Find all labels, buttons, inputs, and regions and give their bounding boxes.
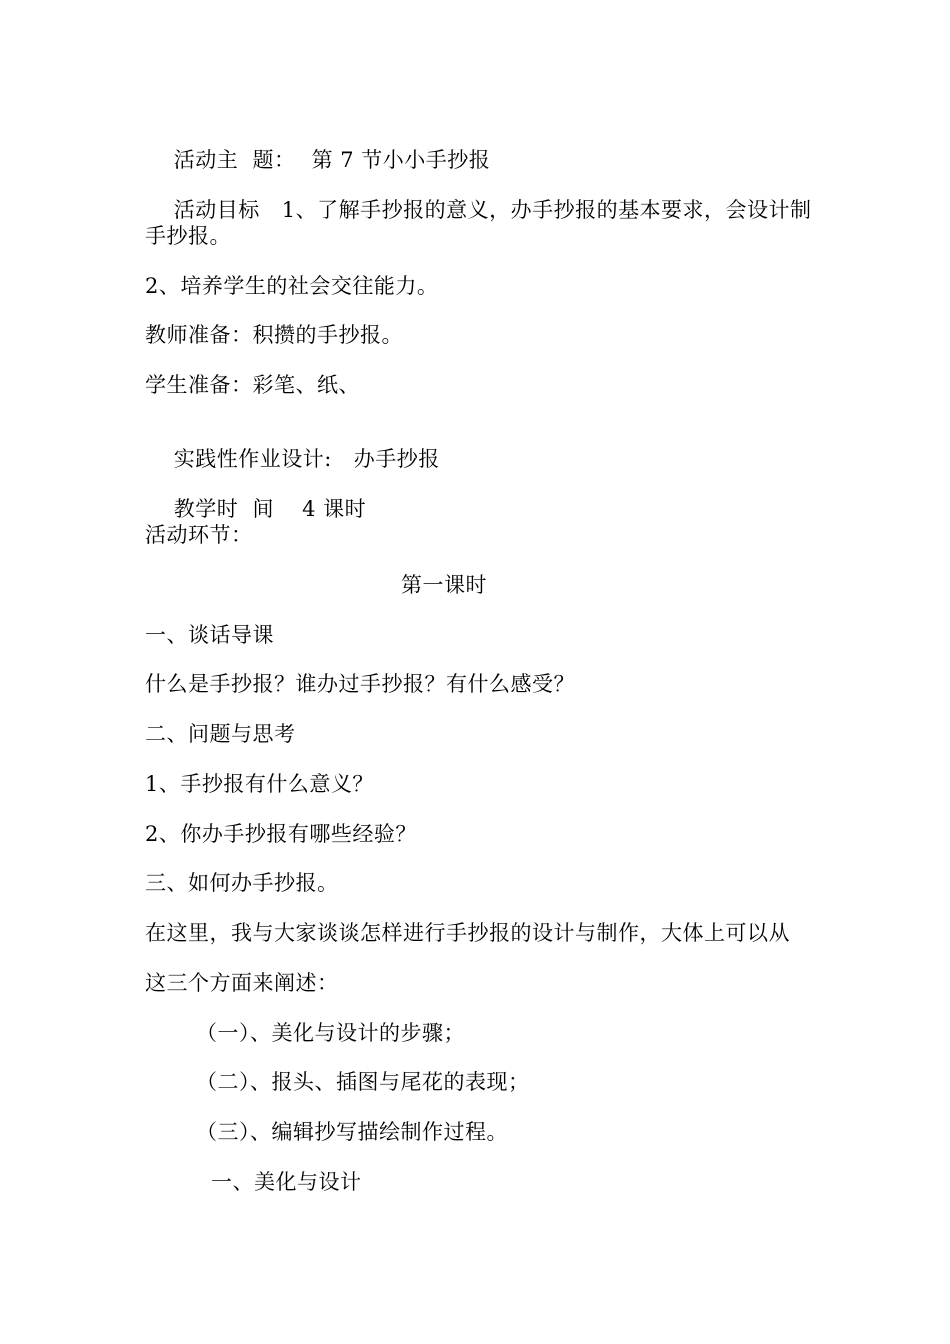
goal-1-continuation: 手抄报。: [145, 224, 231, 248]
section-1-text: 什么是手抄报？谁办过手抄报？有什么感受？: [145, 672, 575, 696]
goal-1-text: 1、了解手抄报的意义，办手抄报的基本要求，会设计制: [281, 198, 812, 222]
steps-label: 活动环节：: [145, 523, 253, 547]
theme-value: 第 7 节小小手抄报: [311, 148, 491, 172]
outline-item-1: （一）、美化与设计的步骤；: [196, 1021, 465, 1045]
goal-2: 2、培养学生的社会交往能力。: [145, 274, 439, 298]
homework-value: 办手抄报: [353, 447, 440, 471]
subsection-title: 一、美化与设计: [211, 1170, 362, 1194]
student-prep: 学生准备：彩笔、纸、: [145, 373, 360, 397]
section-3-paragraph-line-2: 这三个方面来阐述：: [145, 971, 339, 995]
section-2-question-2: 2、你办手抄报有哪些经验？: [145, 822, 417, 846]
time-value: 4 课时: [302, 497, 367, 521]
homework-label: 实践性作业设计:: [173, 447, 332, 471]
section-3-paragraph-line-1: 在这里，我与大家谈谈怎样进行手抄报的设计与制作，大体上可以从: [145, 921, 790, 945]
teacher-prep: 教师准备：积攒的手抄报。: [145, 323, 403, 347]
outline-item-2: （二）、报头、插图与尾花的表现；: [196, 1070, 530, 1094]
section-1-title: 一、谈话导课: [145, 623, 274, 647]
lesson-title: 第一课时: [401, 573, 487, 597]
theme-label: 活动主 题：: [173, 148, 296, 172]
section-3-title: 三、如何办手抄报。: [145, 871, 339, 895]
section-2-title: 二、问题与思考: [145, 722, 296, 746]
outline-item-3: （三）、编辑抄写描绘制作过程。: [196, 1120, 508, 1144]
section-2-question-1: 1、手抄报有什么意义？: [145, 772, 374, 796]
goal-label: 活动目标: [173, 198, 260, 222]
time-label: 教学时 间: [173, 497, 275, 521]
goal-line: [145, 174, 812, 246]
